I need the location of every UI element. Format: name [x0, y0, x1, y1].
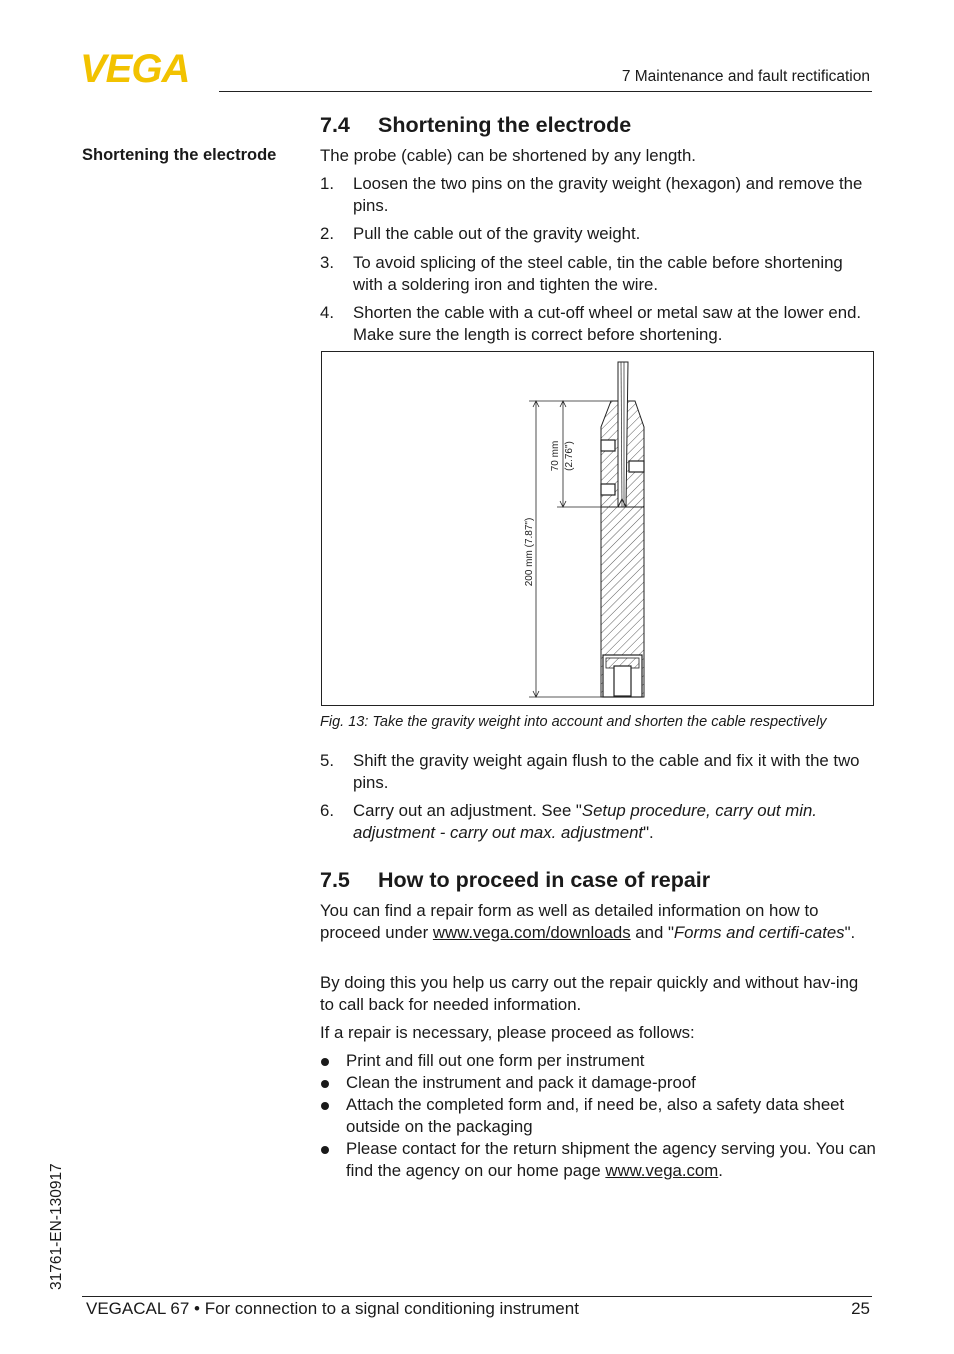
repair-paragraph-3: If a repair is necessary, please proceed as follows: — [320, 1023, 695, 1042]
pin-2 — [601, 484, 615, 495]
bullet-icon — [321, 1146, 329, 1154]
pin-1 — [601, 440, 615, 451]
intro-paragraph: The probe (cable) can be shortened by any length. — [320, 146, 696, 165]
document-id: 31761-EN-130917 — [48, 1163, 65, 1290]
heading-7-4: 7.4 Shortening the electrode — [320, 113, 632, 137]
dimension-70-label-inch: (2.76") — [564, 441, 575, 471]
header-rule — [219, 91, 872, 92]
figure-13-box — [321, 351, 874, 706]
header-section-title: 7 Maintenance and fault rectification — [621, 68, 870, 85]
bullet-icon — [321, 1080, 329, 1088]
bullet-icon — [321, 1058, 329, 1066]
heading-7-5: 7.5 How to proceed in case of repair — [320, 868, 711, 892]
dimension-70-label: 70 mm — [550, 440, 561, 472]
dimension-200-label: 200 mm (7.87") — [524, 517, 535, 587]
vega-home-link[interactable]: www.vega.com — [605, 1161, 719, 1180]
cable — [618, 362, 628, 507]
footer-title: VEGACAL 67 • For connection to a signal conditioning instrument — [86, 1299, 579, 1318]
figure-caption: Fig. 13: Take the gravity weight into account and shorten the cable respectively — [320, 714, 827, 730]
repair-paragraph-1: You can find a repair form as well as detailed information on how to proceed under www.vega.com/downloads and "Forms and certifi-cates". — [320, 901, 856, 942]
bullet-icon — [321, 1102, 329, 1110]
page-number: 25 — [851, 1299, 870, 1318]
pin-3 — [629, 461, 644, 472]
footer-rule — [82, 1296, 872, 1297]
svg-text:VEGA: VEGA — [80, 50, 190, 84]
margin-label: Shortening the electrode — [82, 146, 277, 164]
gravity-weight-drawing — [322, 352, 875, 707]
vega-logo — [80, 50, 212, 84]
downloads-link[interactable]: www.vega.com/downloads — [432, 923, 631, 942]
repair-paragraph-2: By doing this you help us carry out the repair quickly and without hav-ing to call back for needed information. — [320, 973, 859, 1014]
